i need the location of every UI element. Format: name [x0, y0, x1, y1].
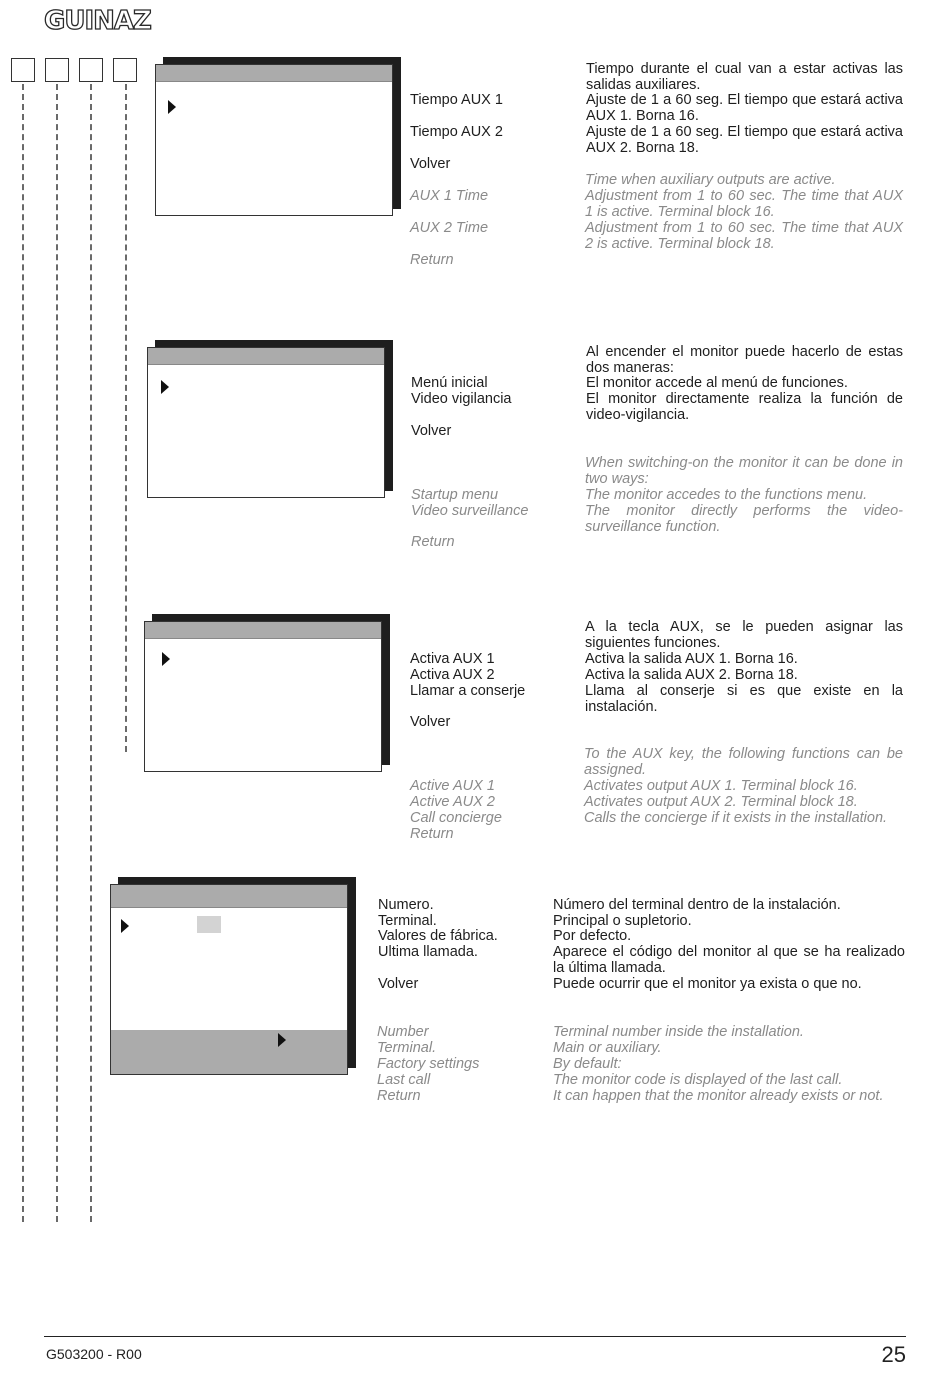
label-tiempo-aux-1: Tiempo AUX 1 [410, 92, 503, 108]
menu-level-box-2 [45, 58, 69, 82]
screen-title-bar [145, 622, 381, 639]
desc-ultima-llamada-es: Aparece el código del monitor al que se ha realizado la última llamada. [553, 944, 905, 976]
desc-activa-aux-1-es: Activa la salida AUX 1. Borna 16. [585, 651, 798, 667]
desc-volver-es: Puede ocurrir que el monitor ya exista o que no. [553, 976, 862, 992]
label-aux-2-time: AUX 2 Time [410, 220, 489, 236]
desc-numero-es: Número del terminal dentro de la instalación. [553, 897, 841, 913]
screen-lower-panel [111, 1030, 347, 1074]
label-volver: Volver [410, 156, 451, 172]
desc-aux-key-en: To the AUX key, the following functions can be assigned. [584, 746, 903, 778]
page-number: 25 [881, 1342, 906, 1367]
label-terminal-en: Terminal. [377, 1040, 437, 1056]
selection-arrow-icon [161, 380, 169, 394]
label-return: Return [410, 252, 454, 268]
desc-startup-es: Al encender el monitor puede hacerlo de estas dos maneras: [586, 344, 903, 376]
desc-aux-key-es: A la tecla AUX, se le pueden asignar las siguientes funciones. [585, 619, 903, 651]
monitor-screen-aux-time [155, 64, 393, 216]
desc-last-call-en: The monitor code is displayed of the last call. [553, 1072, 843, 1088]
label-activa-aux-1: Activa AUX 1 [410, 651, 495, 667]
label-ultima-llamada: Ultima llamada. [378, 944, 478, 960]
label-volver: Volver [378, 976, 419, 992]
desc-factory-settings-en: By default: [553, 1056, 622, 1072]
selection-arrow-icon [278, 1033, 286, 1047]
screen-title-bar [156, 65, 392, 82]
label-menu-inicial: Menú inicial [411, 375, 488, 391]
label-last-call: Last call [377, 1072, 431, 1088]
desc-return-en: It can happen that the monitor already exists or not. [553, 1088, 884, 1104]
guinaz-logo: GUINAZ [44, 6, 151, 36]
value-highlight-field [197, 916, 221, 933]
label-startup-menu: Startup menu [411, 487, 499, 503]
desc-startup-menu-en: The monitor accedes to the functions menu. [585, 487, 868, 503]
desc-aux-outputs-en: Time when auxiliary outputs are active. [585, 172, 836, 188]
desc-aux-2-es: Ajuste de 1 a 60 seg. El tiempo que estará activa AUX 2. Borna 18. [586, 124, 903, 156]
document-code: G503200 - R00 [46, 1346, 142, 1362]
label-terminal: Terminal. [378, 913, 437, 929]
label-tiempo-aux-2: Tiempo AUX 2 [410, 124, 503, 140]
desc-terminal-en: Main or auxiliary. [553, 1040, 662, 1056]
selection-arrow-icon [162, 652, 170, 666]
desc-terminal-es: Principal o supletorio. [553, 913, 692, 929]
label-return: Return [411, 534, 455, 550]
label-factory-settings: Factory settings [377, 1056, 480, 1072]
label-volver: Volver [410, 714, 451, 730]
desc-video-surveillance-en: The monitor directly performs the video-surveillance function. [585, 503, 903, 535]
monitor-screen-startup [147, 347, 385, 498]
desc-active-aux-1-en: Activates output AUX 1. Terminal block 16. [584, 778, 858, 794]
label-volver: Volver [411, 423, 452, 439]
desc-startup-en: When switching-on the monitor it can be done in two ways: [585, 455, 903, 487]
desc-aux-1-es: Ajuste de 1 a 60 seg. El tiempo que estará activa AUX 1. Borna 16. [586, 92, 903, 124]
label-llamar-conserje: Llamar a conserje [410, 683, 526, 699]
menu-level-line-2 [56, 84, 58, 1222]
label-valores-fabrica: Valores de fábrica. [378, 928, 498, 944]
desc-llamar-conserje-es: Llama al conserje si es que existe en la instalación. [585, 683, 903, 715]
label-activa-aux-2: Activa AUX 2 [410, 667, 495, 683]
menu-level-line-4 [125, 84, 127, 752]
desc-activa-aux-2-es: Activa la salida AUX 2. Borna 18. [585, 667, 798, 683]
desc-valores-fabrica-es: Por defecto. [553, 928, 632, 944]
menu-level-box-1 [11, 58, 35, 82]
label-numero: Numero. [378, 897, 434, 913]
label-aux-1-time: AUX 1 Time [410, 188, 489, 204]
label-active-aux-2: Active AUX 2 [410, 794, 495, 810]
label-number: Number [377, 1024, 429, 1040]
label-video-surveillance: Video surveillance [411, 503, 529, 519]
screen-title-bar [148, 348, 384, 365]
monitor-screen-terminal [110, 884, 348, 1075]
monitor-screen-aux-key [144, 621, 382, 772]
label-active-aux-1: Active AUX 1 [410, 778, 495, 794]
desc-number-en: Terminal number inside the installation. [553, 1024, 804, 1040]
desc-aux-2-en: Adjustment from 1 to 60 sec. The time that AUX 2 is active. Terminal block 18. [585, 220, 903, 252]
desc-call-concierge-en: Calls the concierge if it exists in the installation. [584, 810, 888, 826]
selection-arrow-icon [121, 919, 129, 933]
desc-aux-outputs-es: Tiempo durante el cual van a estar activas las salidas auxiliares. [586, 61, 903, 93]
desc-video-vigilancia-es: El monitor directamente realiza la función de video-vigilancia. [586, 391, 903, 423]
footer-divider [44, 1336, 906, 1337]
selection-arrow-icon [168, 100, 176, 114]
desc-menu-inicial-es: El monitor accede al menú de funciones. [586, 375, 848, 391]
menu-level-line-1 [22, 84, 24, 1222]
label-return: Return [410, 826, 454, 842]
menu-level-line-3 [90, 84, 92, 1222]
label-call-concierge: Call concierge [410, 810, 502, 826]
desc-active-aux-2-en: Activates output AUX 2. Terminal block 18. [584, 794, 858, 810]
screen-title-bar [111, 885, 347, 908]
label-video-vigilancia: Video vigilancia [411, 391, 512, 407]
menu-level-box-4 [113, 58, 137, 82]
label-return: Return [377, 1088, 421, 1104]
menu-level-box-3 [79, 58, 103, 82]
desc-aux-1-en: Adjustment from 1 to 60 sec. The time that AUX 1 is active. Terminal block 16. [585, 188, 903, 220]
